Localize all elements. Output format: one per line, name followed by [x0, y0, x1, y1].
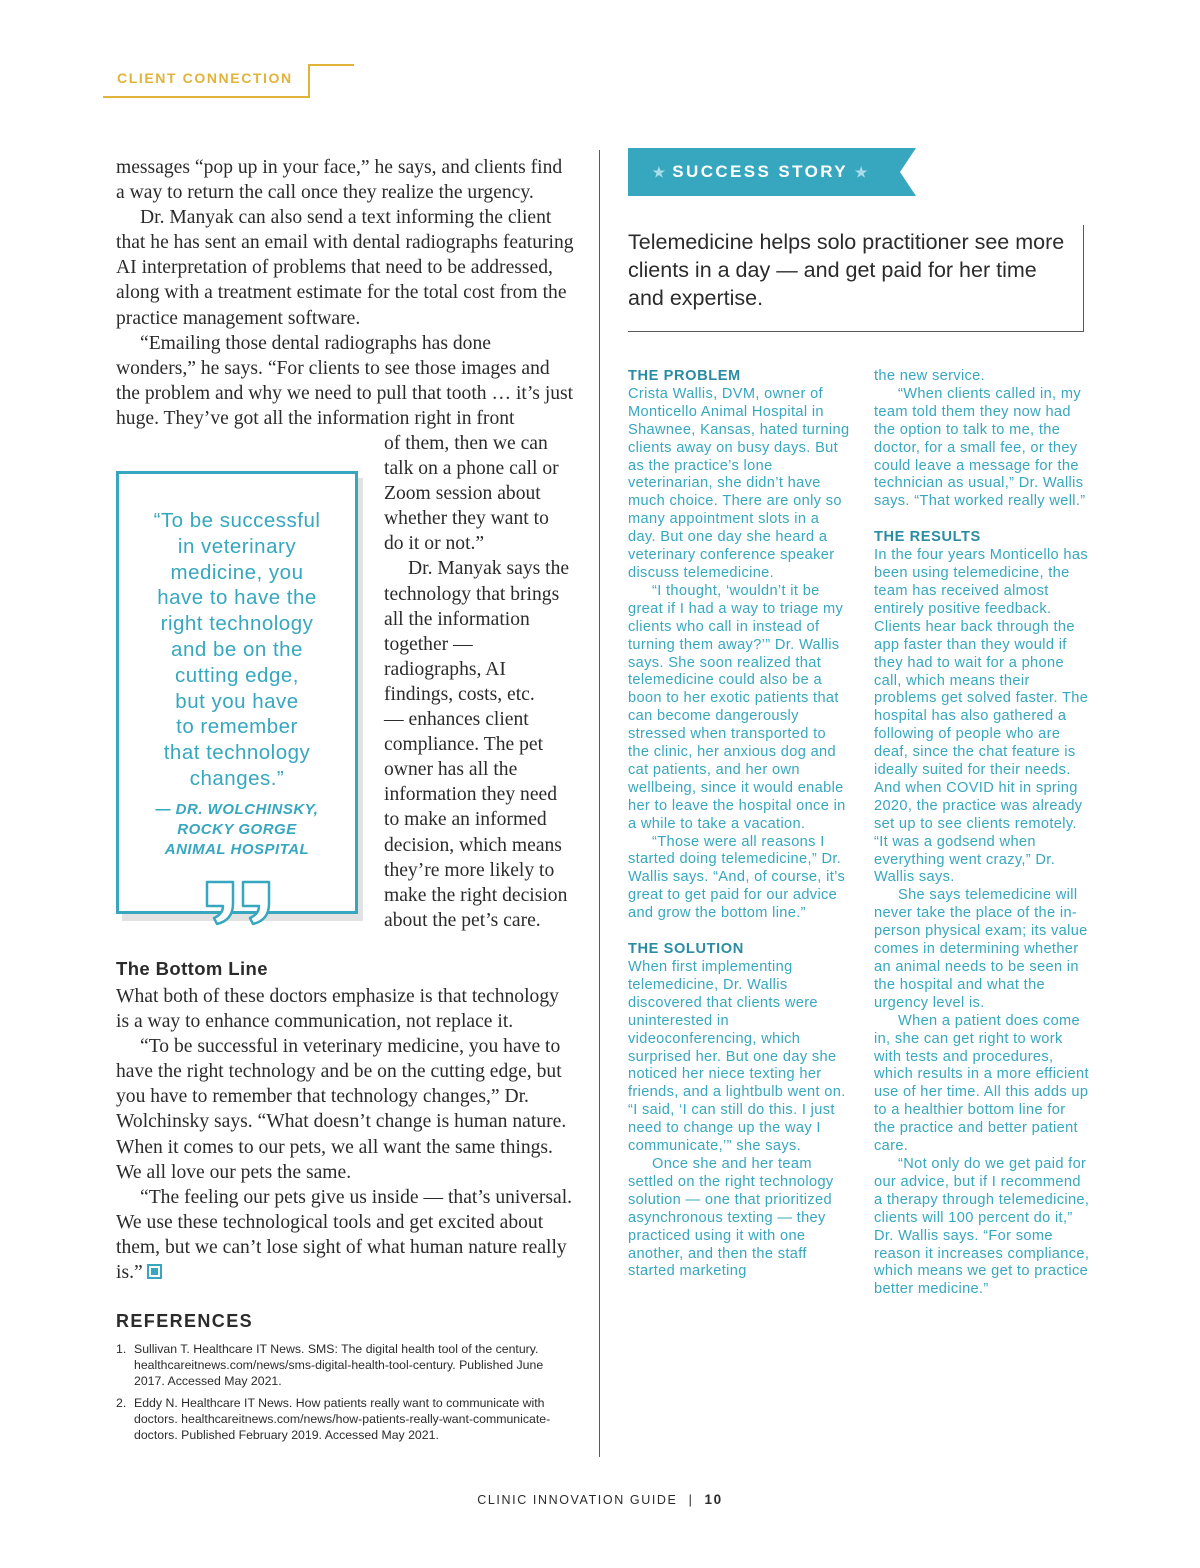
reference-text: Eddy N. Healthcare IT News. How patients really want to communicate with doctors. healthcareitnews.com/news/how-patients-really-want-communicate-doctors. Published February 2019. Accessed May 2021.	[134, 1396, 551, 1442]
story-paragraph: Once she and her team settled on the right technology solution — one that prioritized asynchronous texting — they practiced using it with one another, and then the staff started marketing	[628, 1155, 834, 1280]
attribution-line: ROCKY GORGE	[177, 821, 297, 838]
pull-quote-attribution	[119, 800, 355, 860]
pull-quote-line: in veterinary	[177, 534, 297, 558]
article-line: radiographs, AI	[384, 658, 506, 680]
pull-quote-line: right technology	[160, 612, 314, 636]
article-wrap-column	[384, 431, 576, 933]
article-line: — enhances client	[384, 709, 529, 731]
reference-number: 1.	[116, 1342, 127, 1356]
story-paragraph: She says telemedicine will never take the place of the in-person physical exam; its value comes in determining whether an animal needs to be seen in the hospital and what the urgency level is.	[874, 887, 1088, 1011]
end-mark-icon	[147, 1264, 162, 1279]
pull-quote-line: and be on the	[171, 637, 303, 661]
article-line: about the pet’s care.	[384, 909, 541, 931]
article-line: they’re more likely to	[384, 859, 555, 881]
reference-item	[116, 1395, 556, 1443]
article-line: information they need	[384, 784, 558, 806]
story-column-2	[874, 368, 1090, 1299]
article-top	[116, 155, 574, 431]
pull-quote-text	[119, 508, 355, 792]
article-paragraph-text: “The feeling our pets give us inside — that’s universal. We use these technological tools and get excited about them, but we can’t lose sight of what human nature really is.”	[116, 1186, 573, 1284]
guide-name: CLINIC INNOVATION GUIDE	[477, 1493, 678, 1507]
bottom-line-heading: The Bottom Line	[116, 958, 268, 979]
banner-text: SUCCESS STORY	[672, 162, 848, 181]
story-column-1	[628, 368, 850, 1281]
problem-heading: THE PROBLEM	[628, 368, 741, 384]
article-line: owner has all the	[384, 759, 518, 781]
solution-heading: THE SOLUTION	[628, 941, 744, 958]
pull-quote-line: but you have	[175, 689, 299, 713]
article-line: decision, which means	[384, 834, 562, 856]
story-paragraph: Crista Wallis, DVM, owner of Monticello Animal Hospital in Shawnee, Kansas, hated turning clients away on busy days. But as the practice’s lone veterinarian, she didn’t have much choice. There are only so many appointment slots in a day. But one day she heard a veterinary conference speaker discuss telemedicine.	[628, 385, 850, 581]
column-divider	[599, 150, 600, 1457]
story-paragraph: When first implementing telemedicine, Dr. Wallis discovered that clients were uninterested in videoconferencing, which surprised her. But one day she noticed her niece texting her friends, and a lightbulb went on. “I said, ‘I can still do this. I just need to change up the way I communicate,’” she says.	[628, 959, 846, 1155]
attribution-line: — DR. WOLCHINSKY,	[155, 801, 319, 818]
header-rule-top	[308, 64, 354, 66]
story-paragraph: When a patient does come in, she can get right to work with tests and procedures, which results in a more efficient use of her time. All this adds up to a healthier bottom line for the practice and better patient care.	[874, 1012, 1089, 1155]
article-line: compliance. The pet	[384, 734, 544, 756]
star-icon: ★	[652, 164, 666, 180]
story-paragraph: “Those were all reasons I started doing telemedicine,” Dr. Wallis says. “And, of course, it’s great to get paid for our advice and grow the bottom line.”	[628, 833, 846, 922]
header-rule	[103, 96, 310, 98]
page-number: 10	[704, 1492, 723, 1507]
subtitle-rule-vertical	[1083, 225, 1084, 332]
pull-quote-line: changes.”	[189, 766, 285, 790]
footer-separator: |	[688, 1493, 694, 1507]
section-label: CLIENT CONNECTION	[117, 70, 293, 86]
story-paragraph: “When clients called in, my team told them they now had the option to talk to me, the doctor, for a small fee, or they could leave a message for the technician as usual,” Dr. Wallis says. “That worked really well.”	[874, 385, 1086, 510]
references-list	[116, 1341, 556, 1449]
article-paragraph: messages “pop up in your face,” he says, and clients find a way to return the call once they realize the urgency.	[116, 157, 563, 204]
article-paragraph	[116, 1185, 576, 1285]
reference-item	[116, 1341, 556, 1389]
article-line: all the information	[384, 608, 530, 630]
header-rule-vertical	[308, 64, 310, 98]
success-story-subtitle: Telemedicine helps solo practitioner see more clients in a day — and get paid for her time and expertise.	[628, 230, 1065, 310]
attribution-line: ANIMAL HOSPITAL	[164, 841, 310, 858]
article-line: findings, costs, etc.	[384, 683, 535, 705]
pull-quote-line: that technology	[163, 741, 311, 765]
references-heading: REFERENCES	[116, 1311, 254, 1331]
story-paragraph: “Not only do we get paid for our advice, but if I recommend a therapy through telemedicine, clients will 100 percent do it,” Dr. Wallis says. “For some reason it increases compliance, which means we get to practice better medicine.”	[874, 1155, 1090, 1298]
article-line: Zoom session about	[384, 483, 541, 505]
article-paragraph: “To be successful in veterinary medicine, you have to have the right technology and be on the cutting edge, but you have to remember that technology changes,” Dr. Wolchinsky says. “What doesn’t change is human nature. When it comes to our pets, we all want the same things. We all love our pets the same.	[116, 1036, 567, 1183]
star-icon: ★	[854, 164, 868, 180]
article-paragraph: Dr. Manyak can also send a text informing the client that he has sent an email with dental radiographs featuring AI interpretation of problems that need to be addressed, along with a treatment estimate for the total cost from the practice management software.	[116, 207, 574, 329]
pull-quote-line: have to have the	[157, 586, 317, 610]
article-line: talk on a phone call or	[384, 458, 559, 480]
article-line: together —	[384, 633, 473, 655]
story-paragraph: the new service.	[874, 368, 986, 384]
subtitle-rule	[628, 331, 1084, 332]
pull-quote-line: “To be successful	[153, 509, 321, 532]
pull-quote-line: cutting edge,	[175, 663, 299, 687]
article-bottom	[116, 984, 576, 1285]
article-paragraph: What both of these doctors emphasize is that technology is a way to enhance communication, not replace it.	[116, 986, 559, 1033]
pull-quote-line: medicine, you	[170, 560, 304, 584]
article-line: Dr. Manyak says the	[408, 558, 570, 580]
article-line: of them, then we can	[384, 433, 548, 454]
story-paragraph: “I thought, ‘wouldn’t it be great if I had a way to triage my clients who call in instead of turning them away?’” Dr. Wallis says. She soon realized that telemedicine could also be a boon to her exotic patients that can become dangerously stressed when transported to the clinic, her anxious dog and cat patients, and her own wellbeing, since it would enable her to leave the hospital once in a while to take a vacation.	[628, 582, 846, 832]
article-paragraph: “Emailing those dental radiographs has done wonders,” he says. “For clients to see those images and the problem and why we need to pull that tooth … it’s just huge. They’ve got all the information right in front	[116, 332, 574, 429]
article-line: do it or not.”	[384, 533, 485, 555]
reference-number: 2.	[116, 1396, 127, 1410]
article-line: whether they want to	[384, 508, 549, 530]
page-footer	[0, 1492, 1200, 1507]
reference-text: Sullivan T. Healthcare IT News. SMS: The digital health tool of the century. healthcareitnews.com/news/sms-digital-health-tool-century. Published June 2017. Accessed May 2021.	[134, 1342, 544, 1388]
pull-quote-line: to remember	[176, 715, 298, 739]
article-line: technology that brings	[384, 583, 560, 605]
article-line: make the right decision	[384, 884, 568, 906]
article-line: to make an informed	[384, 809, 547, 831]
success-story-label	[628, 148, 892, 196]
quote-marks-icon	[203, 878, 275, 926]
story-paragraph: In the four years Monticello has been using telemedicine, the team has received almost entirely positive feedback. Clients hear back through the app faster than they would if they had to wait for a phone call, which means their problems get solved faster. The hospital has also gathered a following of people who are deaf, since the chat feature is ideally suited for their needs. And when COVID hit in spring 2020, the practice was already set up to see clients remotely. “It was a godsend when everything went crazy,” Dr. Wallis says.	[874, 547, 1089, 886]
results-heading: THE RESULTS	[874, 529, 981, 546]
